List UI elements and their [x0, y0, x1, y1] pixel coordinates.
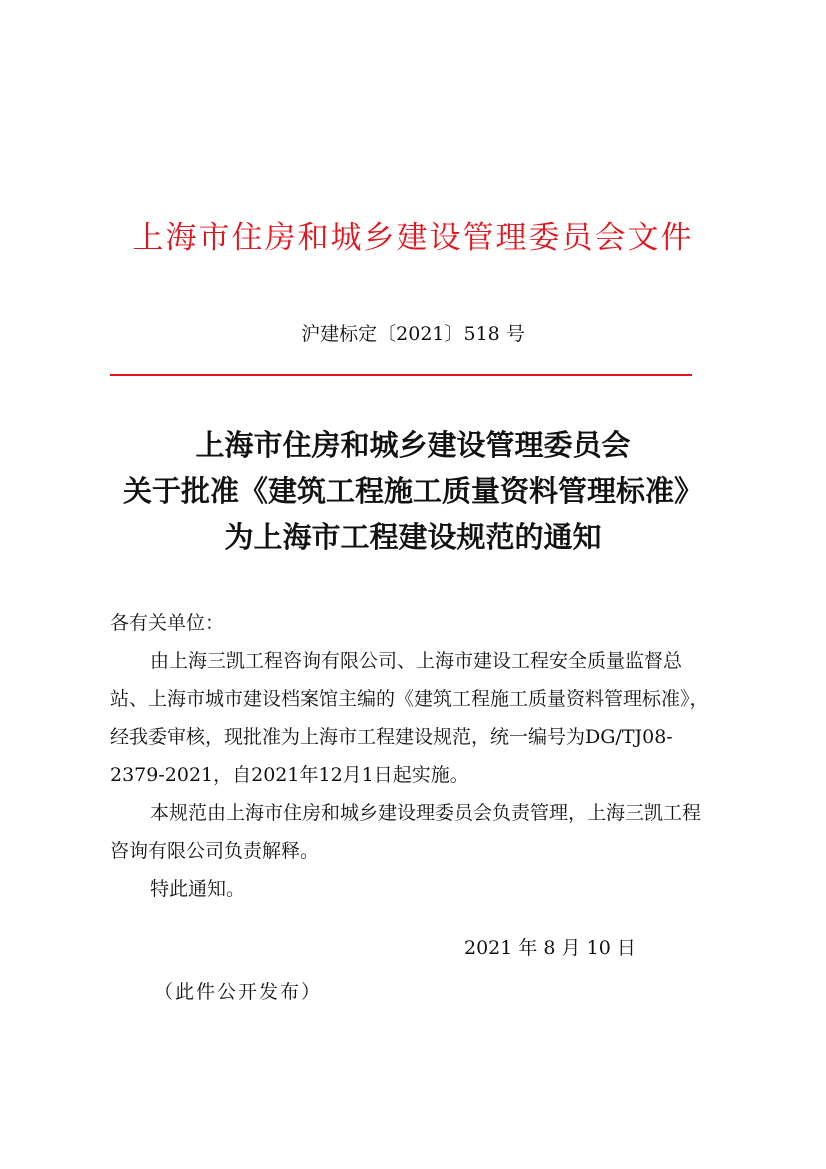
issue-date: 2021 年 8 月 10 日	[464, 937, 636, 959]
document-number: 沪建标定〔2021〕518 号	[301, 323, 525, 345]
notice-title-line-1: 上海市住房和城乡建设管理委员会	[195, 428, 631, 462]
notice-title-line-2: 关于批准《建筑工程施工质量资料管理标准》	[122, 474, 703, 508]
header-divider	[110, 374, 692, 376]
body-paragraph-approval: 由上海三凯工程咨询有限公司、上海市建设工程安全质量监督总站、上海市城市建设档案馆主编的《建筑工程施工质量资料管理标准》，经我委审核，现批准为上海市工程建设规范，统一编号为DG/TJ08-2379-2021，自2021年12月1日起实施。	[110, 650, 709, 786]
header-org-title: 上海市住房和城乡建设管理委员会文件	[132, 220, 694, 256]
notice-title	[0, 422, 826, 560]
closing-remark: 特此通知。	[150, 878, 246, 900]
notice-title-line-3: 为上海市工程建设规范的通知	[224, 520, 602, 554]
body-paragraph-management: 本规范由上海市住房和城乡建设理委员会负责管理，上海三凯工程咨询有限公司负责解释。	[110, 802, 702, 862]
publish-note: （此件公开发布）	[154, 981, 323, 1003]
salutation: 各有关单位：	[110, 612, 225, 634]
notice-body	[110, 604, 716, 908]
